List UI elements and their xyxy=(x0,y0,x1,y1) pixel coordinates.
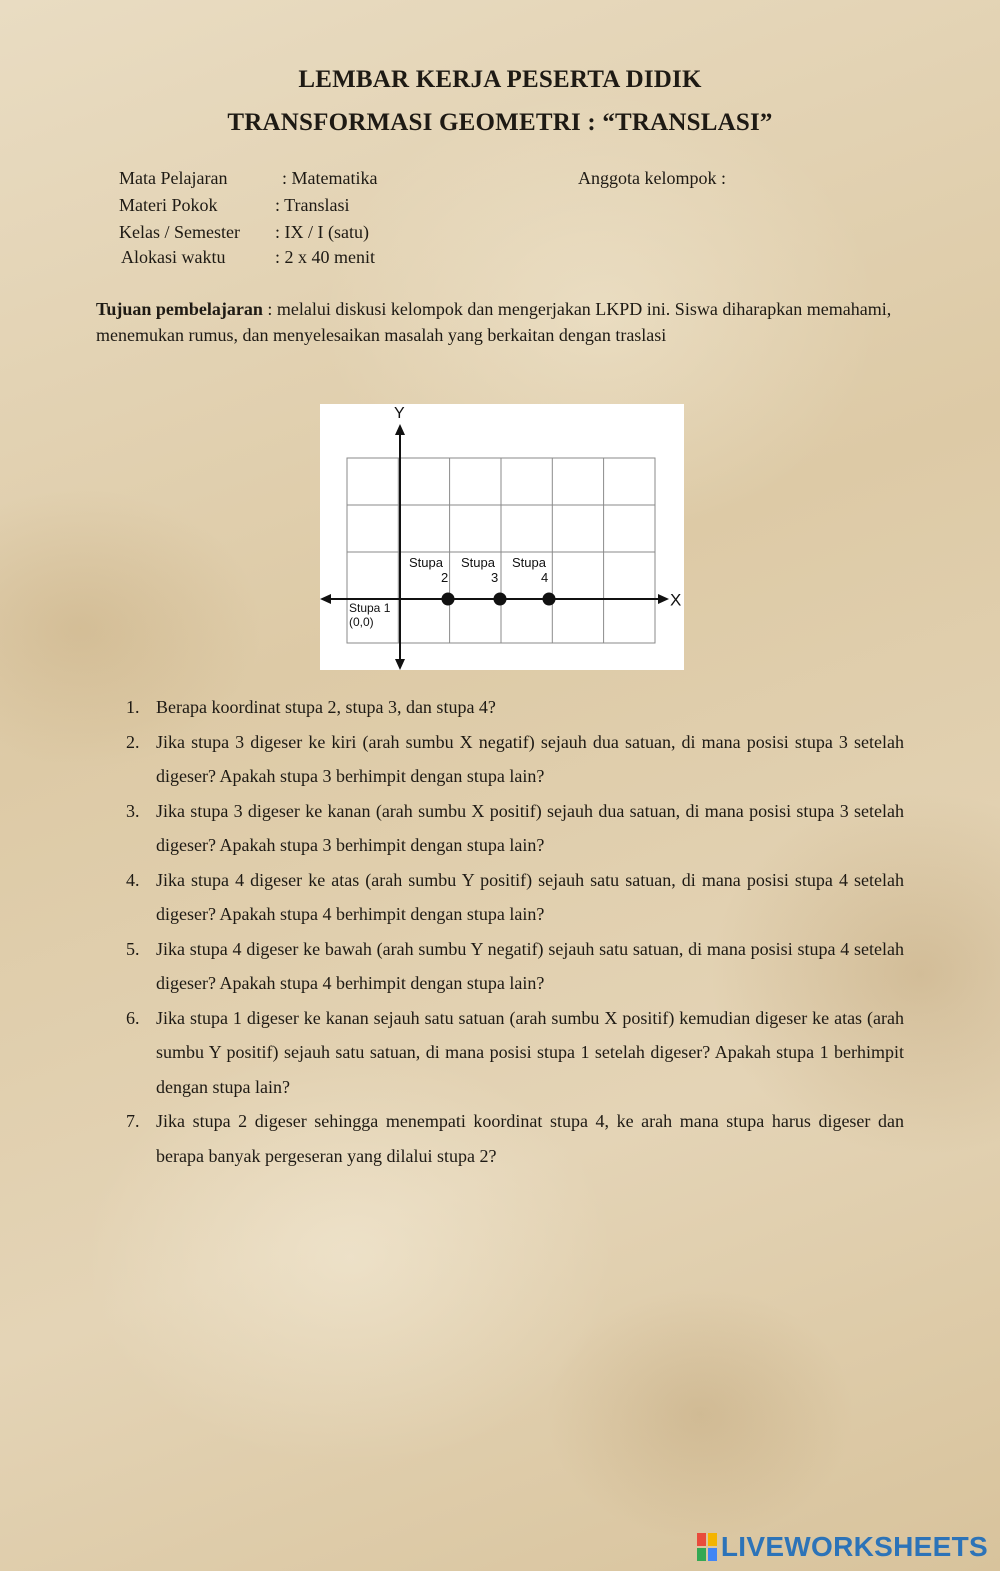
group-members-label: Anggota kelompok : xyxy=(578,168,726,188)
stupa-1-label: Stupa 1 xyxy=(349,601,391,615)
question-text: Jika stupa 4 digeser ke bawah (arah sumbu Y negatif) sejauh satu satuan, di mana posisi stupa 4 setelah digeser? Apakah stupa 4 berhimpit dengan stupa lain? xyxy=(156,938,904,993)
x-axis-arrow-left xyxy=(320,594,331,604)
question-list xyxy=(118,690,904,1173)
class-value: : IX / I (satu) xyxy=(275,222,369,242)
grid xyxy=(347,458,655,643)
page-subtitle: TRANSFORMASI GEOMETRI : “TRANSLASI” xyxy=(227,109,773,136)
question-item xyxy=(118,1001,904,1105)
learning-objective xyxy=(96,296,896,348)
subject-value: : Matematika xyxy=(282,168,378,188)
stupa-3-point xyxy=(494,593,507,606)
question-number: 1. xyxy=(126,697,140,717)
stupa-2-label: Stupa xyxy=(409,555,443,570)
stupa-3-label: Stupa xyxy=(461,555,495,570)
question-number: 7. xyxy=(126,1111,140,1131)
stupa-1-coordinate: (0,0) xyxy=(349,615,374,629)
y-axis-arrow-down xyxy=(395,659,405,670)
time-value: : 2 x 40 menit xyxy=(275,247,375,267)
coordinate-plane xyxy=(320,404,684,670)
question-item xyxy=(118,690,904,725)
liveworksheets-icon xyxy=(697,1533,717,1561)
y-axis-label: Y xyxy=(394,405,405,422)
objective-text: : melalui diskusi kelompok dan mengerjakan LKPD ini. Siswa diharapkan memahami, menemukan rumus, dan menyelesaikan masalah yang berkaitan dengan traslasi xyxy=(96,299,892,345)
topic-label: Materi Pokok xyxy=(119,195,218,215)
question-text: Jika stupa 2 digeser sehingga menempati koordinat stupa 4, ke arah mana stupa harus digeser dan berapa banyak pergeseran yang dilalui stupa 2? xyxy=(156,1111,904,1166)
coordinate-figure xyxy=(320,404,684,670)
x-axis-label: X xyxy=(670,590,682,610)
stupa-2-number: 2 xyxy=(441,570,449,585)
question-text: Jika stupa 3 digeser ke kiri (arah sumbu X negatif) sejauh dua satuan, di mana posisi stupa 3 setelah digeser? Apakah stupa 3 berhimpit dengan stupa lain? xyxy=(156,731,904,786)
time-label: Alokasi waktu xyxy=(121,247,226,267)
question-item xyxy=(118,932,904,1001)
question-text: Jika stupa 1 digeser ke kanan sejauh satu satuan (arah sumbu X positif) kemudian digeser ke atas (arah sumbu Y positif) sejauh satu satuan, di mana posisi stupa 1 setelah digeser? Apakah stupa 1 berhimpit dengan stupa lain? xyxy=(156,1007,904,1097)
question-text: Jika stupa 4 digeser ke atas (arah sumbu Y positif) sejauh satu satuan, di mana posisi stupa 4 setelah digeser? Apakah stupa 4 berhimpit dengan stupa lain? xyxy=(156,869,904,924)
stupa-4-point xyxy=(543,593,556,606)
liveworksheets-logo[interactable] xyxy=(697,1530,988,1564)
question-item xyxy=(118,725,904,794)
question-number: 2. xyxy=(126,731,140,752)
brand-name: LIVEWORKSHEETS xyxy=(720,1531,988,1562)
question-item xyxy=(118,1104,904,1173)
question-number: 6. xyxy=(126,1007,140,1028)
class-label: Kelas / Semester xyxy=(119,222,240,242)
question-number: 3. xyxy=(126,800,140,821)
page-title: LEMBAR KERJA PESERTA DIDIK xyxy=(298,66,702,93)
topic-value: : Translasi xyxy=(275,195,350,215)
question-text: Berapa koordinat stupa 2, stupa 3, dan stupa 4? xyxy=(156,697,496,717)
question-number: 4. xyxy=(126,869,140,890)
objective-label: Tujuan pembelajaran xyxy=(96,299,263,319)
x-axis-arrow-right xyxy=(658,594,669,604)
stupa-3-number: 3 xyxy=(491,570,499,585)
question-text: Jika stupa 3 digeser ke kanan (arah sumbu X positif) sejauh dua satuan, di mana posisi stupa 3 setelah digeser? Apakah stupa 3 berhimpit dengan stupa lain? xyxy=(156,800,904,855)
y-axis-arrow-up xyxy=(395,424,405,435)
stupa-2-point xyxy=(442,593,455,606)
question-number: 5. xyxy=(126,938,140,959)
stupa-4-label: Stupa xyxy=(512,555,546,570)
subject-label: Mata Pelajaran xyxy=(119,168,228,188)
question-item xyxy=(118,794,904,863)
question-item xyxy=(118,863,904,932)
stupa-4-number: 4 xyxy=(541,570,549,585)
